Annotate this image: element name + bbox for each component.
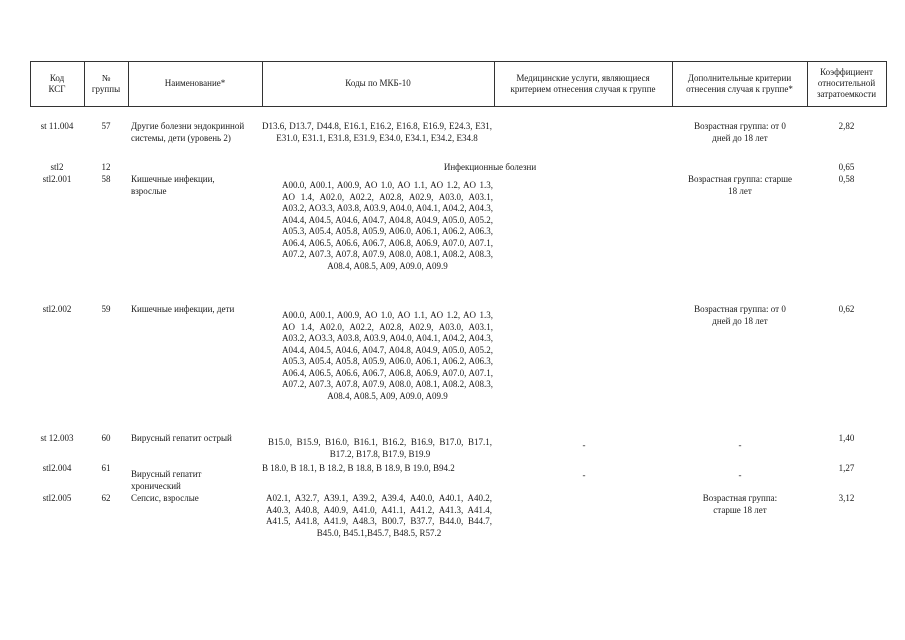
table-row-group: 57	[101, 121, 111, 131]
table-row-name: Сепсис, взрослые	[131, 493, 199, 503]
header-bottom-rule	[30, 106, 887, 107]
header-divider	[886, 61, 887, 106]
table-row-coef: 3,12	[838, 493, 855, 503]
table-row-code: stl2	[50, 162, 64, 172]
table-row-criteria: -	[738, 440, 742, 450]
table-row-code: st 11.004	[40, 121, 74, 131]
table-row-coef: 2,82	[838, 121, 855, 131]
table-row-group: 62	[101, 493, 111, 503]
table-row-criteria: Возрастная группа: от 0 дней до 18 лет	[694, 304, 786, 326]
table-row-group: 61	[101, 463, 111, 473]
table-row-services: -	[582, 470, 586, 480]
table-row-coef: 0,58	[838, 174, 855, 184]
table-row-criteria: Возрастная группа: старше 18 лет	[687, 174, 793, 196]
header-services	[494, 61, 672, 106]
table-row-name: Кишечные инфекции, взрослые	[131, 174, 215, 196]
table-row-name: Вирусный гепатит хронический	[131, 469, 202, 491]
header-additional	[672, 61, 807, 106]
header-coefficient	[807, 61, 886, 106]
table-row-icd: B15.0, B15.9, B16.0, B16.1, B16.2, B16.9, B17.0, B17.1, B17.2, B17.8, B17.9, B19.9	[268, 437, 492, 459]
header-icd	[262, 61, 494, 106]
table-row-icd: A00.0, A00.1, A00.9, AO 1.0, AO 1.1, AO 1.2, AO 1.3, AO 1.4, A02.0, A02.2, A02.8, A02.9, A03.0, A03.1, A03.2, AO3.3, A03.8, A03.9, A04.0, A04.1, A04.2, A04.3, A04.4, A04.5, A04.6, A04.7, A04.8, A04.9, A05.0, A05.2, A05.3, A05.4, A05.8, A05.9, A06.0, A06.1, A06.2, A06.3, A06.4, A06.5, A06.6, A06.7, A06.8, A06.9, A07.0, A07.1, A07.2, A07.3, A07.8, A07.9, A08.0, A08.1, A08.2, A08.3, A08.4, A08.5, A09, A09.0, A09.9	[282, 180, 493, 271]
table-row-group: 59	[101, 304, 111, 314]
table-row-code: stl2.001	[42, 174, 72, 184]
table-row-icd: B 18.0, B 18.1, B 18.2, B 18.8, B 18.9, B 19.0, B94.2	[262, 463, 455, 473]
table-row-icd: Инфекционные болезни	[443, 162, 537, 172]
table-row-icd: A00.0, A00.1, A00.9, AO 1.0, AO 1.1, AO 1.2, AO 1.3, AO 1.4, A02.0, A02.2, A02.8, A02.9, A03.0, A03.1, A03.2, AO3.3, A03.8, A03.9, A04.0, A04.1, A04.2, A04.3, A04.4, A04.5, A04.6, A04.7, A04.8, A04.9, A05.0, A05.2, A05.3, A05.4, A05.8, A05.9, A06.0, A06.1, A06.2, A06.3, A06.4, A06.5, A06.6, A06.7, A06.8, A06.9, A07.0, A07.1, A07.2, A07.3, A07.8, A07.9, A08.0, A08.1, A08.2, A08.3, A08.4, A08.5, A09, A09.0, A09.9	[282, 310, 493, 401]
table-row-name: Вирусный гепатит острый	[131, 433, 232, 443]
table-row-code: st 12.003	[40, 433, 74, 443]
header-name-label: Наименование*	[164, 78, 226, 88]
table-row-coef: 1,27	[838, 463, 855, 473]
table-row-icd: D13.6, D13.7, D44.8, E16.1, E16.2, E16.8, E16.9, E24.3, E31, E31.0, E31.1, E31.8, E31.9, E34.0, E34.1, E34.2, E34.8	[262, 121, 492, 143]
header-code	[30, 61, 84, 106]
header-additional-label: Дополнительные критерии отнесения случая к группе*	[686, 72, 793, 94]
table-row-coef: 0,65	[838, 162, 855, 172]
header-coefficient-label: Коэффициент относительной затратоемкости	[816, 67, 877, 99]
header-group-no	[84, 61, 128, 106]
header-icd-label: Коды по МКБ-10	[345, 78, 411, 88]
table-row-group: 60	[101, 433, 111, 443]
table-row-group: 12	[101, 162, 111, 172]
table-row-code: stl2.002	[42, 304, 72, 314]
table-row-criteria: Возрастная группа: старше 18 лет	[702, 493, 778, 515]
table-row-services: -	[582, 440, 586, 450]
table-row-group: 58	[101, 174, 111, 184]
table-row-icd: A02.1, A32.7, A39.1, A39.2, A39.4, A40.0, A40.1, A40.2, A40.3, A40.8, A40.9, A41.0, A41.1, A41.2, A41.3, A41.4, A41.5, A41.8, A41.9, A48.3, B00.7, B37.7, B44.0, B44.7, B45.0, B45.1,B45.7, B48.5, R57.2	[266, 493, 492, 538]
table-row-coef: 1,40	[838, 433, 855, 443]
header-group-no-label: № группы	[91, 72, 121, 94]
table-row-name: Кишечные инфекции, дети	[131, 304, 235, 314]
header-code-label: Код КСГ	[48, 72, 66, 94]
table-row-criteria: Возрастная группа: от 0 дней до 18 лет	[694, 121, 786, 143]
table-row-criteria: -	[738, 470, 742, 480]
header-services-label: Медицинские услуги, являющиеся критерием отнесения случая к группе	[510, 72, 656, 94]
table-row-code: stl2.005	[42, 493, 72, 503]
table-row-coef: 0,62	[838, 304, 855, 314]
header-name	[128, 61, 262, 106]
table-row-code: stl2.004	[42, 463, 72, 473]
table-row-name: Другие болезни эндокринной системы, дети (уровень 2)	[131, 121, 245, 143]
